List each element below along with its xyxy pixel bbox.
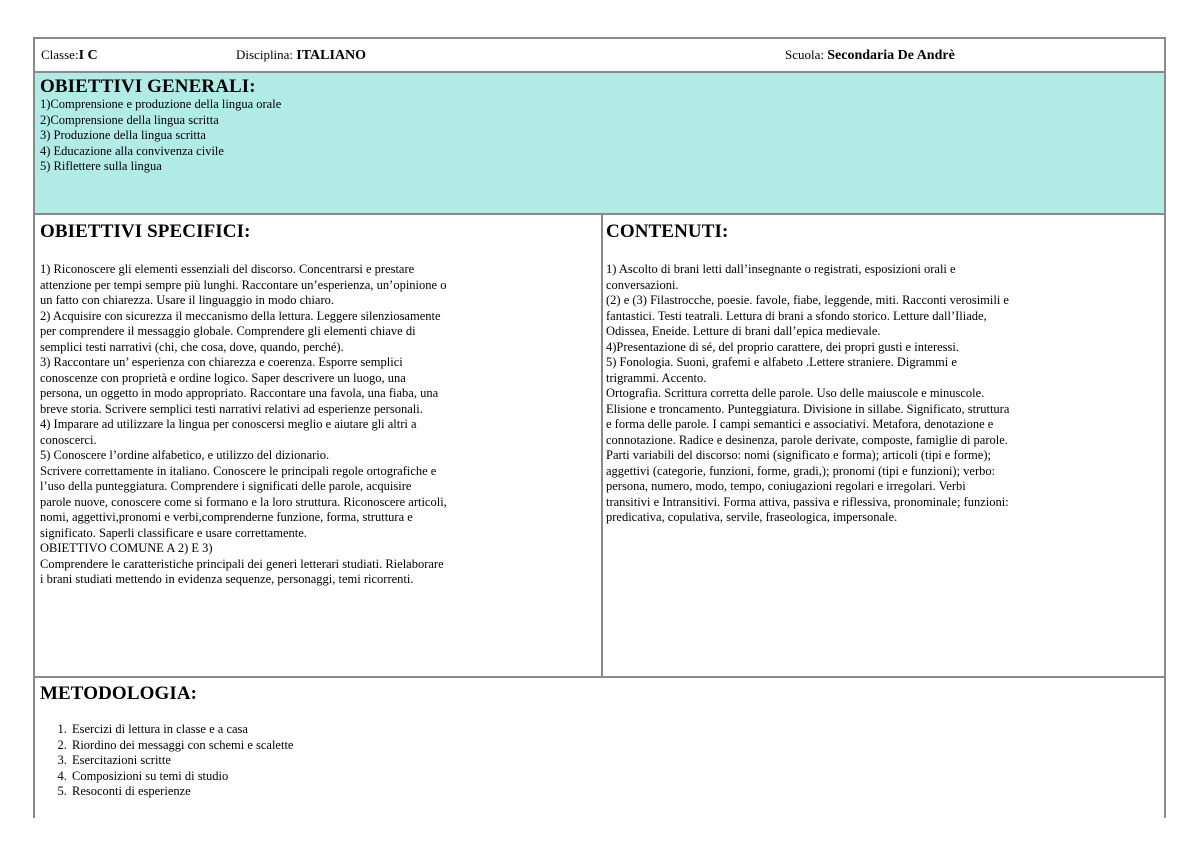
obiettivi-specifici-line: l’uso della punteggiatura. Comprendere i significati delle parole, acquisire	[40, 479, 412, 493]
disciplina-cell	[236, 47, 366, 63]
metodologia-list	[40, 722, 1160, 800]
contenuti-line: predicativa, copulativa, servile, fraseologica, impersonale.	[606, 510, 898, 524]
obiettivi-specifici-line: Scrivere correttamente in italiano. Conoscere le principali regole ortografiche e	[40, 463, 437, 478]
classe-value: I C	[78, 48, 98, 63]
obiettivo-generale-item: 5) Riflettere sulla lingua	[40, 159, 162, 174]
obiettivi-specifici-line: un fatto con chiarezza. Usare il linguaggio in modo chiaro.	[40, 293, 334, 307]
program-table	[33, 37, 1166, 818]
contenuti-line: Ortografia. Scrittura corretta delle parole. Uso delle maiuscole e minuscole.	[606, 386, 985, 400]
obiettivi-specifici-section	[35, 215, 603, 676]
obiettivi-specifici-line: i brani studiati mettendo in evidenza sequenze, personaggi, temi ricorrenti.	[40, 572, 414, 586]
metodologia-item: 2. Riordino dei messaggi con schemi e scalette	[70, 738, 1160, 754]
metodologia-title: METODOLOGIA:	[40, 683, 198, 704]
obiettivi-generali-list	[40, 97, 1160, 175]
metodologia-item: 1. Esercizi di lettura in classe e a casa	[70, 722, 1160, 738]
contenuti-line: Odissea, Eneide. Letture di brani dall’epica medievale.	[606, 324, 881, 338]
disciplina-label: Disciplina:	[236, 47, 297, 62]
obiettivi-specifici-line: significato. Saperli classificare e usare correttamente.	[40, 525, 307, 540]
contenuti-line: fantastici. Testi teatrali. Lettura di brani a sfondo storico. Letture dall’Iliade,	[606, 308, 987, 323]
obiettivi-specifici-title: OBIETTIVI SPECIFICI:	[40, 221, 251, 242]
contenuti-line: persona, numero, modo, tempo, coniugazioni regolari e irregolari. Verbi	[606, 479, 966, 493]
contenuti-line: Elisione e troncamento. Punteggiatura. Divisione in sillabe. Significato, struttura	[606, 401, 1010, 416]
header-row	[35, 39, 1164, 73]
contenuti-title: CONTENUTI:	[606, 221, 729, 242]
obiettivi-specifici-line: OBIETTIVO COMUNE A 2) E 3)	[40, 541, 213, 555]
obiettivi-specifici-line: persona, un oggetto in modo appropriato. Raccontare una favola, una fiaba, una	[40, 386, 439, 400]
scuola-label: Scuola:	[785, 47, 828, 62]
scuola-value: Secondaria De Andrè	[827, 48, 955, 63]
obiettivo-generale-item: 1)Comprensione e produzione della lingua orale	[40, 97, 282, 111]
obiettivi-specifici-line: parole nuove, conoscere come si formano e la loro struttura. Riconoscere articoli,	[40, 494, 447, 509]
obiettivi-specifici-line: conoscenze con proprietà e ordine logico. Saper descrivere un luogo, una	[40, 370, 406, 385]
contenuti-line: conversazioni.	[606, 277, 679, 292]
obiettivi-specifici-line: per comprendere il messaggio globale. Comprendere gli elementi chiave di	[40, 324, 416, 338]
contenuti-line: 4)Presentazione di sé, del proprio carattere, dei propri gusti e interessi.	[606, 339, 960, 354]
contenuti-line: 5) Fonologia. Suoni, grafemi e alfabeto .Lettere straniere. Digrammi e	[606, 355, 957, 369]
contenuti-line: e forma delle parole. I campi semantici e associativi. Metafora, denotazione e	[606, 417, 994, 431]
obiettivi-specifici-line: semplici testi narrativi (chi, che cosa, dove, quando, perché).	[40, 339, 344, 354]
contenuti-line: connotazione. Radice e desinenza, parole derivate, composte, famiglie di parole.	[606, 432, 1008, 447]
contenuti-line: aggettivi (categorie, funzioni, forme, gradi,); pronomi (tipi e funzioni); verbo:	[606, 463, 996, 478]
contenuti-line: Parti variabili del discorso: nomi (significato e forma); articoli (tipi e forme);	[606, 448, 991, 462]
contenuti-line: trigrammi. Accento.	[606, 370, 707, 385]
contenuti-line: 1) Ascolto di brani letti dall’insegnante o registrati, esposizioni orali e	[606, 262, 956, 276]
obiettivi-contenuti-row	[35, 215, 1164, 678]
obiettivi-specifici-line: 5) Conoscere l’ordine alfabetico, e utilizzo del dizionario.	[40, 448, 330, 462]
obiettivi-specifici-line: conoscerci.	[40, 432, 97, 447]
contenuti-line: transitivi e Intransitivi. Forma attiva, passiva e riflessiva, pronominale; funzioni:	[606, 494, 1009, 509]
obiettivi-specifici-line: nomi, aggettivi,pronomi e verbi,comprenderne funzione, forma, struttura e	[40, 510, 413, 524]
obiettivo-generale-item: 3) Produzione della lingua scritta	[40, 128, 206, 143]
obiettivi-specifici-line: attenzione per tempi sempre più lunghi. Raccontare un’esperienza, un’opinione o	[40, 277, 447, 292]
contenuti-section	[603, 215, 1164, 676]
obiettivi-generali-section	[35, 73, 1164, 215]
scuola-cell	[785, 47, 955, 63]
obiettivi-specifici-line: 1) Riconoscere gli elementi essenziali del discorso. Concentrarsi e prestare	[40, 262, 415, 276]
classe-label: Classe:	[41, 47, 79, 62]
obiettivi-specifici-line: breve storia. Scrivere semplici testi narrativi relativi ad esperienze personali.	[40, 401, 423, 416]
obiettivi-specifici-line: Comprendere le caratteristiche principali dei generi letterari studiati. Rielaborare	[40, 556, 444, 571]
contenuti-line: (2) e (3) Filastrocche, poesie. favole, fiabe, leggende, miti. Racconti verosimili e	[606, 293, 1009, 307]
obiettivi-specifici-text	[40, 262, 599, 588]
obiettivi-specifici-line: 3) Raccontare un’ esperienza con chiarezza e coerenza. Esporre semplici	[40, 355, 403, 369]
metodologia-item: 3. Esercitazioni scritte	[70, 753, 1160, 769]
obiettivi-specifici-line: 2) Acquisire con sicurezza il meccanismo della lettura. Leggere silenziosamente	[40, 308, 441, 323]
metodologia-section	[35, 678, 1164, 818]
classe-cell	[41, 47, 98, 63]
obiettivo-generale-item: 4) Educazione alla convivenza civile	[40, 143, 224, 158]
disciplina-value: ITALIANO	[296, 48, 367, 63]
metodologia-item: 5. Resoconti di esperienze	[70, 784, 1160, 800]
obiettivo-generale-item: 2)Comprensione della lingua scritta	[40, 112, 219, 127]
obiettivi-specifici-line: 4) Imparare ad utilizzare la lingua per conoscersi meglio e aiutare gli altri a	[40, 417, 417, 431]
obiettivi-generali-title: OBIETTIVI GENERALI:	[40, 76, 256, 97]
metodologia-item: 4. Composizioni su temi di studio	[70, 769, 1160, 785]
contenuti-text	[606, 262, 1160, 526]
